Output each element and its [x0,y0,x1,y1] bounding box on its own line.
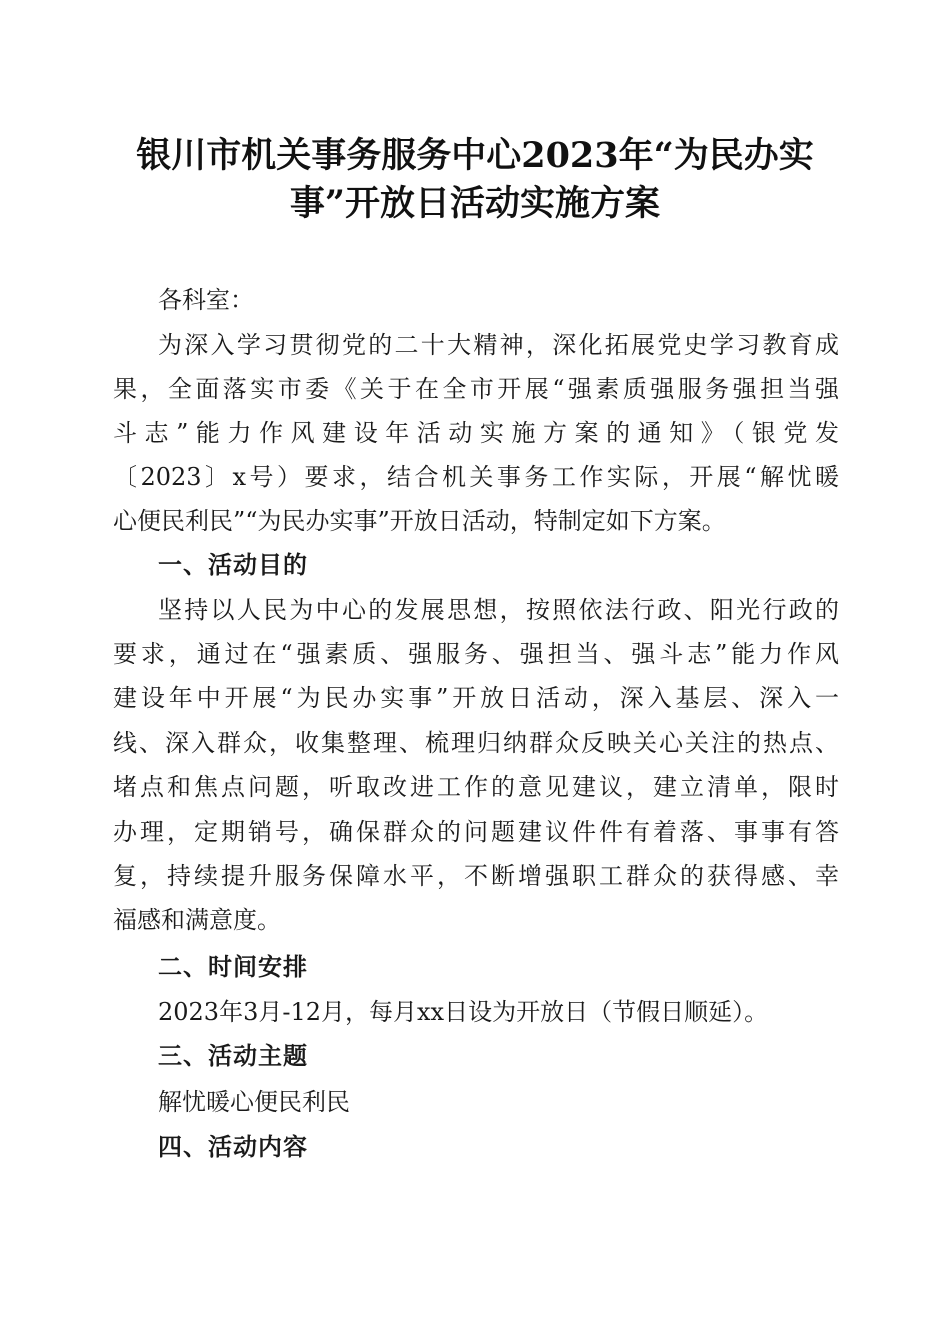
salutation: 各科室： [158,286,254,314]
purpose-line: 办理，定期销号，确保群众的问题建议件件有着落、事事有答 [113,818,839,846]
purpose-line: 复，持续提升服务保障水平，不断增强职工群众的获得感、幸 [113,862,839,890]
purpose-line: 建设年中开展“为民办实事”开放日活动，深入基层、深入一 [113,684,839,712]
document-title [100,132,850,228]
intro-line: 斗志”能力作风建设年活动实施方案的通知》（银党发 [113,419,839,447]
section-heading-purpose: 一、活动目的 [158,551,308,579]
purpose-line: 坚持以人民为中心的发展思想，按照依法行政、阳光行政的 [158,596,839,624]
section-heading-schedule: 二、时间安排 [158,953,308,981]
purpose-line: 福感和满意度。 [113,906,281,934]
intro-line: 果，全面落实市委《关于在全市开展“强素质强服务强担当强 [113,375,839,403]
title-line-1: 银川市机关事务服务中心2023年“为民办实 [136,135,814,176]
section-heading-content: 四、活动内容 [158,1133,308,1161]
purpose-line: 堵点和焦点问题，听取改进工作的意见建议，建立清单，限时 [113,773,839,801]
purpose-line: 线、深入群众，收集整理、梳理归纳群众反映关心关注的热点、 [113,729,839,757]
schedule-text: 2023年3月-12月，每月xx日设为开放日（节假日顺延）。 [158,998,769,1026]
section-heading-theme: 三、活动主题 [158,1042,308,1070]
intro-line: 〔2023〕x号）要求，结合机关事务工作实际，开展“解忧暖 [113,463,839,491]
title-line-2: 事”开放日活动实施方案 [289,183,661,224]
purpose-line: 要求，通过在“强素质、强服务、强担当、强斗志”能力作风 [113,640,839,668]
theme-text: 解忧暖心便民利民 [158,1088,350,1116]
intro-line: 心便民利民”“为民办实事”开放日活动，特制定如下方案。 [113,507,726,535]
intro-line: 为深入学习贯彻党的二十大精神，深化拓展党史学习教育成 [158,331,839,359]
